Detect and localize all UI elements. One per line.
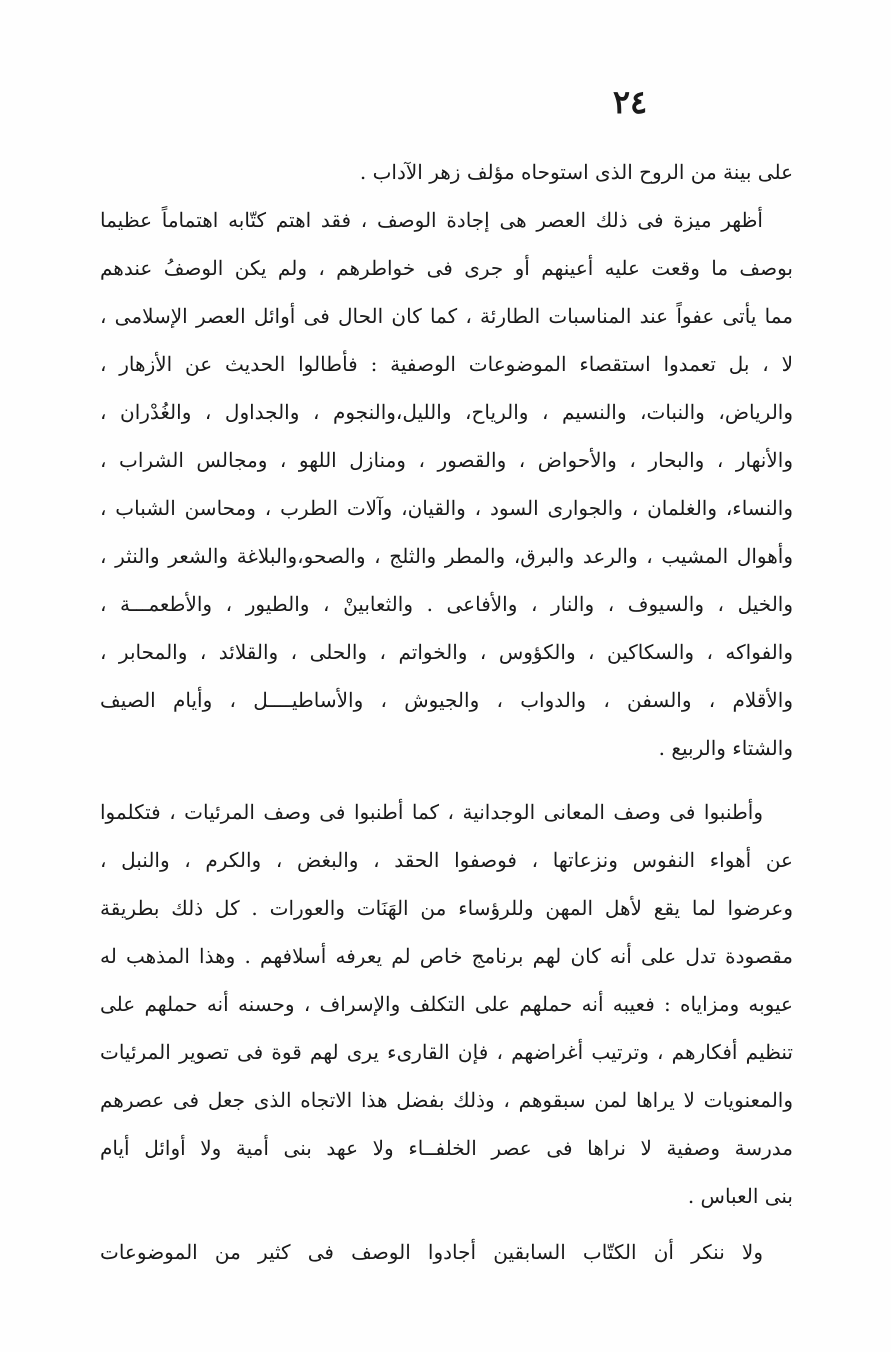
text-line: والخيل ، والسيوف ، والنار ، والأفاعى . والثعابينْ ، والطيور ، والأطعمـــة ، <box>100 592 793 616</box>
text-line: على بينة من الروح الذى استوحاه مؤلف زهر الآداب . <box>359 160 793 184</box>
text-line: والشتاء والربيع . <box>658 736 793 760</box>
text-line: وأهوال المشيب ، والرعد والبرق، والمطر والثلج ، والصحو،والبلاغة والشعر والنثر ، <box>100 544 793 568</box>
paragraph-emotional-meanings <box>100 788 793 1220</box>
paragraph-previous-writers <box>100 1228 793 1276</box>
text-line: لا ، بل تعمدوا استقصاء الموضوعات الوصفية : فأطالوا الحديث عن الأزهار ، <box>100 352 793 376</box>
text-line: والمعنويات لا يراها لمن سبقوهم ، وذلك بفضل هذا الاتجاه الذى جعل فى عصرهم <box>100 1088 793 1112</box>
text-line: عن أهواء النفوس ونزعاتها ، فوصفوا الحقد ، والبغض ، والكرم ، والنبل ، <box>100 848 793 872</box>
text-line: بوصف ما وقعت عليه أعينهم أو جرى فى خواطرهم ، ولم يكن الوصفُ عندهم <box>100 256 793 280</box>
text-line: تنظيم أفكارهم ، وترتيب أغراضهم ، فإن القارىء يرى لهم قوة فى تصوير المرئيات <box>100 1040 793 1064</box>
text-line: عيوبه ومزاياه : فعيبه أنه حملهم على التكلف والإسراف ، وحسنه أنه حملهم على <box>100 992 793 1016</box>
text-line: وعرضوا لما يقع لأهل المهن وللرؤساء من الهَنَات والعورات . كل ذلك بطريقة <box>100 896 793 920</box>
text-line: أظهر ميزة فى ذلك العصر هى إجادة الوصف ، فقد اهتم كتّابه اهتماماً عظيما <box>100 208 763 232</box>
text-line: بنى العباس . <box>687 1184 793 1208</box>
text-line: مما يأتى عفواً عند المناسبات الطارئة ، كما كان الحال فى أوائل العصر الإسلامى ، <box>100 304 793 328</box>
text-line: والأنهار ، والبحار ، والأحواض ، والقصور ، ومنازل اللهو ، ومجالس الشراب ، <box>100 448 793 472</box>
text-line: مدرسة وصفية لا نراها فى عصر الخلفــاء ولا عهد بنى أمية ولا أوائل أيام <box>100 1136 793 1160</box>
text-line: والنساء، والغلمان ، والجوارى السود ، والقيان، وآلات الطرب ، ومحاسن الشباب ، <box>100 496 793 520</box>
text-line: وأطنبوا فى وصف المعانى الوجدانية ، كما أطنبوا فى وصف المرئيات ، فتكلموا <box>100 800 763 824</box>
text-line: والفواكه ، والسكاكين ، والكؤوس ، والخواتم ، والحلى ، والقلائد ، والمحابر ، <box>100 640 793 664</box>
paragraph-intro <box>100 148 793 196</box>
paragraph-description-topics <box>100 196 793 772</box>
page-number: ٢٤ <box>612 83 648 121</box>
text-line: والأقلام ، والسفن ، والدواب ، والجيوش ، والأساطيــــل ، وأيام الصيف <box>100 688 793 712</box>
text-line: ولا ننكر أن الكتّاب السابقين أجادوا الوصف فى كثير من الموضوعات <box>100 1240 763 1264</box>
text-line: مقصودة تدل على أنه كان لهم برنامج خاص لم يعرفه أسلافهم . وهذا المذهب له <box>100 944 793 968</box>
text-line: والرياض، والنبات، والنسيم ، والرياح، والليل،والنجوم ، والجداول ، والغُدْران ، <box>100 400 793 424</box>
